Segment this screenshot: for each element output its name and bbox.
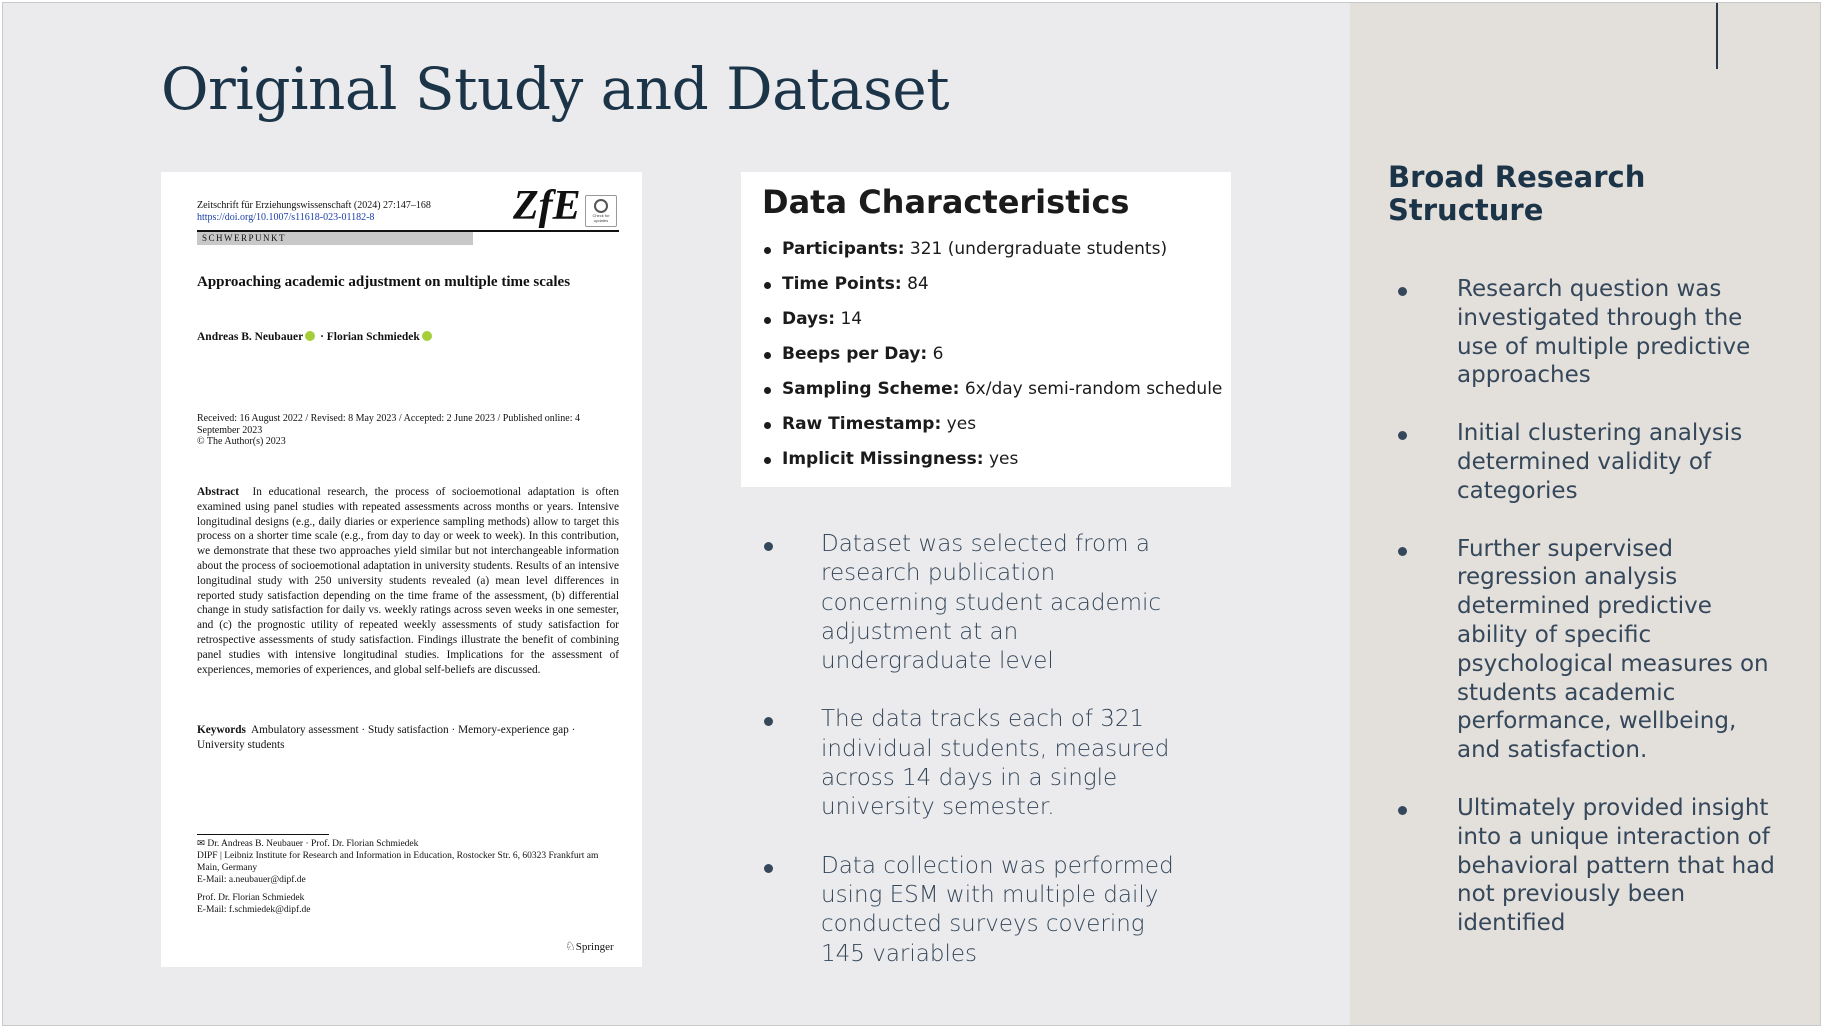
paper-doi: https://doi.org/10.1007/s11618-023-01182-8 <box>197 212 375 223</box>
paper-abstract: Abstract In educational research, the process of socioemotional adaptation is often examined using panel studies with repeated assessments across months or years. Intensive longitudinal designs (e.g., daily diaries or experience sampling methods) allow to target this process on a shorter time scale (e.g., from day to day or week to week). In this contribution, we demonstrate that these two approaches yield similar but not interchangeable information about the process of socioemotional adaptation in university students. Results of an intensive longitudinal study with 250 university students revealed (a) mean level differences in reported study satisfaction depending on the time frame of the assessment, (b) differential change in study satisfaction for daily vs. weekly ratings across seven weeks in one semester, and (c) the prognostic utility of repeated weekly assessments of study satisfaction for retrospective assessments of study satisfaction. Findings illustrate the benefit of combining panel studies with intensive longitudinal studies. Implications for the assessment of experiences, memories of experiences, and global self-beliefs are discussed. <box>197 486 619 676</box>
list-item: Initial clustering analysis determined validity of categories <box>1397 419 1777 505</box>
paper-keywords: Keywords Ambulatory assessment · Study satisfaction · Memory-experience gap · University students <box>197 724 576 751</box>
paper-author-2: Florian Schmiedek <box>326 331 420 343</box>
list-item: Data collection was performed using ESM with multiple daily conducted surveys covering 145 variables <box>763 852 1183 969</box>
list-item: Beeps per Day: 6 <box>762 337 1222 372</box>
list-item: Dataset was selected from a research publication concerning student academic adjustment at an undergraduate level <box>763 530 1183 676</box>
paper-publisher: ♘Springer <box>565 939 614 953</box>
paper-contact: ✉ Dr. Andreas B. Neubauer · Prof. Dr. Florian Schmiedek DIPF | Leibniz Institute for Research and Information in Education, Rostocker Str. 6, 60323 Frankfurt am Main, Germany E-Mail: a.neubauer@dipf.de <box>197 839 599 885</box>
list-item: The data tracks each of 321 individual students, measured across 14 days in a single university semester. <box>763 705 1183 822</box>
check-for-updates-icon: Check for updates <box>585 195 617 227</box>
list-item: Participants: 321 (undergraduate students) <box>762 232 1222 267</box>
list-item: Further supervised regression analysis determined predictive ability of specific psychological measures on students academic performance, wellbeing, and satisfaction. <box>1397 535 1777 765</box>
data-characteristics-title: Data Characteristics <box>762 183 1130 221</box>
data-characteristics-list <box>762 232 1222 477</box>
orcid-icon <box>422 331 432 341</box>
slide-title: Original Study and Dataset <box>161 55 950 123</box>
paper-section: SCHWERPUNKT <box>197 232 473 245</box>
orcid-icon <box>305 331 315 341</box>
paper-author-1: Andreas B. Neubauer <box>197 331 304 343</box>
research-structure-bullets <box>1397 275 1777 967</box>
list-item: Raw Timestamp: yes <box>762 407 1222 442</box>
dataset-bullets <box>763 530 1183 998</box>
slide <box>2 2 1821 1026</box>
paper-authors: Andreas B. Neubauer · Florian Schmiedek <box>197 330 434 344</box>
journal-logo: ZfE <box>513 183 581 229</box>
list-item: Research question was investigated through the use of multiple predictive approaches <box>1397 275 1777 390</box>
paper-dates: Received: 16 August 2022 / Revised: 8 May 2023 / Accepted: 2 June 2023 / Published online: 4 September 2023 © The Author(s) 2023 <box>197 413 581 447</box>
paper-footnote-rule <box>197 834 329 835</box>
paper-title: Approaching academic adjustment on multiple time scales <box>197 274 571 290</box>
accent-line <box>1716 3 1718 69</box>
list-item: Days: 14 <box>762 302 1222 337</box>
list-item: Time Points: 84 <box>762 267 1222 302</box>
data-characteristics-box <box>741 172 1231 487</box>
list-item: Ultimately provided insight into a unique interaction of behavioral pattern that had not previously been identified <box>1397 794 1777 938</box>
paper-journal: Zeitschrift für Erziehungswissenschaft (2024) 27:147–168 <box>197 200 431 211</box>
springer-horse-icon: ♘ <box>565 939 576 953</box>
paper-contact-2: Prof. Dr. Florian Schmiedek E-Mail: f.schmiedek@dipf.de <box>197 893 311 915</box>
research-structure-title: Broad Research Structure <box>1388 160 1646 227</box>
list-item: Implicit Missingness: yes <box>762 442 1222 477</box>
list-item: Sampling Scheme: 6x/day semi-random schedule <box>762 372 1222 407</box>
paper-thumbnail <box>161 172 642 967</box>
